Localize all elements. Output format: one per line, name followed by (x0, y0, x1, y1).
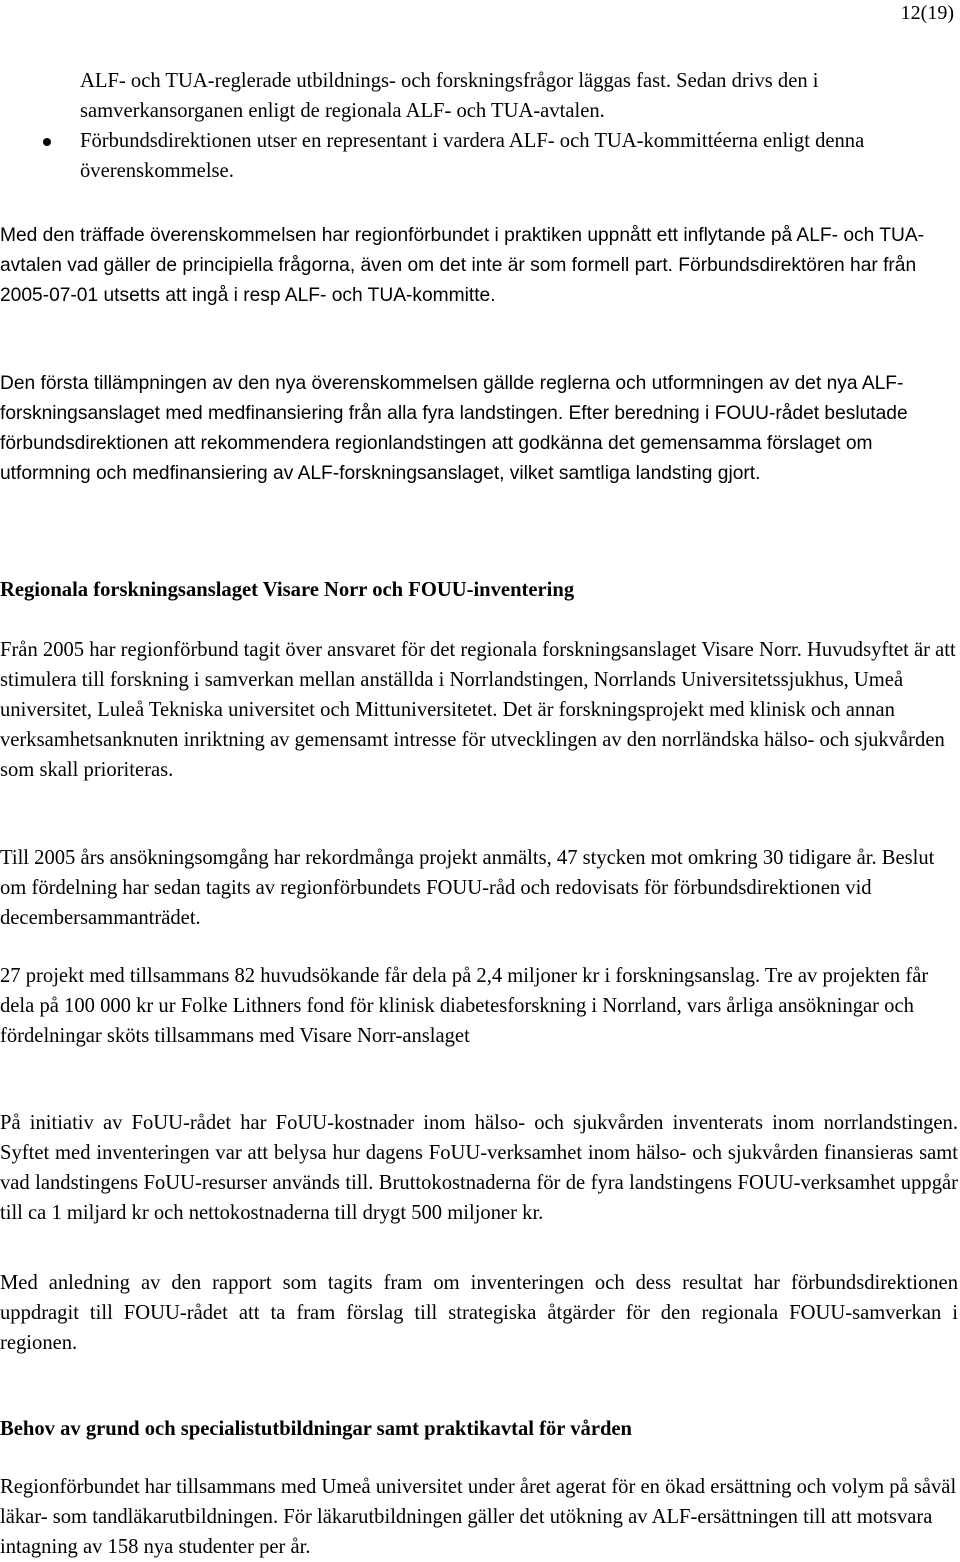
paragraph: Med den träffade överenskommelsen har regionförbundet i praktiken uppnått ett inflytande på ALF- och TUA-avtalen vad gäller de principiella frågorna, även om det inte är som formell part. Förbundsdirektören har från 2005-07-01 utsetts att ingå i resp ALF- och TUA-kommitte. (0, 225, 925, 306)
page-number: 12(19) (900, 2, 954, 24)
bullet-icon (43, 138, 51, 146)
paragraph: Den första tillämpningen av den nya överenskommelsen gällde reglerna och utformningen av det nya ALF-forskningsanslaget med medfinansiering från alla fyra landstingen. Efter beredning i FOUU-rådet beslutade förbundsdirektionen att rekommendera regionlandstingen att godkänna det gemensamma förslaget om utformning och medfinansiering av ALF-forskningsanslaget, vilket samtliga landsting gjort. (0, 373, 908, 484)
bullet-item-text: ALF- och TUA-reglerade utbildnings- och forskningsfrågor läggas fast. Sedan drivs den i samverkansorganen enligt de regionala ALF- och TUA-avtalen. (80, 70, 819, 122)
list-item (80, 66, 960, 126)
paragraph: Regionförbundet har tillsammans med Umeå universitet under året agerat för en ökad ersättning och volym på såväl läkar- som tandläkarutbildningen. För läkarutbildningen gäller det utökning av ALF-ersättningen till att motsvara intagning av 158 nya studenter per år. (0, 1476, 957, 1558)
section-heading: Behov av grund och specialistutbildningar samt praktikavtal för vården (0, 1418, 633, 1440)
paragraph: 27 projekt med tillsammans 82 huvudsökande får dela på 2,4 miljoner kr i forskningsanslag. Tre av projekten får dela på 100 000 kr ur Folke Lithners fond för klinisk diabetesforskning i Norrland, vars årliga ansökningar och fördelningar sköts tillsammans med Visare Norr-anslaget (0, 965, 929, 1047)
paragraph: Med anledning av den rapport som tagits fram om inventeringen och dess resultat har förbundsdirektionen uppdragit till FOUU-rådet att ta fram förslag till strategiska åtgärder för den regionala FOUU-samverkan i regionen. (0, 1272, 958, 1354)
bullet-list (80, 66, 960, 186)
paragraph: På initiativ av FoUU-rådet har FoUU-kostnader inom hälso- och sjukvården inventerats inom norrlandstingen. Syftet med inventeringen var att belysa hur dagens FoUU-verksamhet inom hälso- och sjukvården finansieras samt vad landstingens FoUU-resurser används till. Bruttokostnaderna för de fyra landstingens FOUU-verksamhet uppgår till ca 1 miljard kr och nettokostnaderna till drygt 500 miljoner kr. (0, 1112, 958, 1224)
bullet-item-text: Förbundsdirektionen utser en representant i vardera ALF- och TUA-kommittéerna enligt denna överenskommelse. (80, 130, 865, 182)
paragraph: Till 2005 års ansökningsomgång har rekordmånga projekt anmälts, 47 stycken mot omkring 30 tidigare år. Beslut om fördelning har sedan tagits av regionförbundets FOUU-råd och redovisats för förbundsdirektionen vid decembersammanträdet. (0, 847, 935, 929)
list-item (80, 126, 960, 186)
paragraph: Från 2005 har regionförbund tagit över ansvaret för det regionala forskningsanslaget Visare Norr. Huvudsyftet är att stimulera till forskning i samverkan mellan anställda i Norrlandstingen, Norrlands Universitetssjukhus, Umeå universitet, Luleå Tekniska universitet och Mittuniversitetet. Det är forskningsprojekt med klinisk och annan verksamhetsanknuten inriktning av gemensamt intresse för utvecklingen av den norrländska hälso- och sjukvården som skall prioriteras. (0, 639, 956, 781)
section-heading: Regionala forskningsanslaget Visare Norr och FOUU-inventering (0, 579, 575, 601)
